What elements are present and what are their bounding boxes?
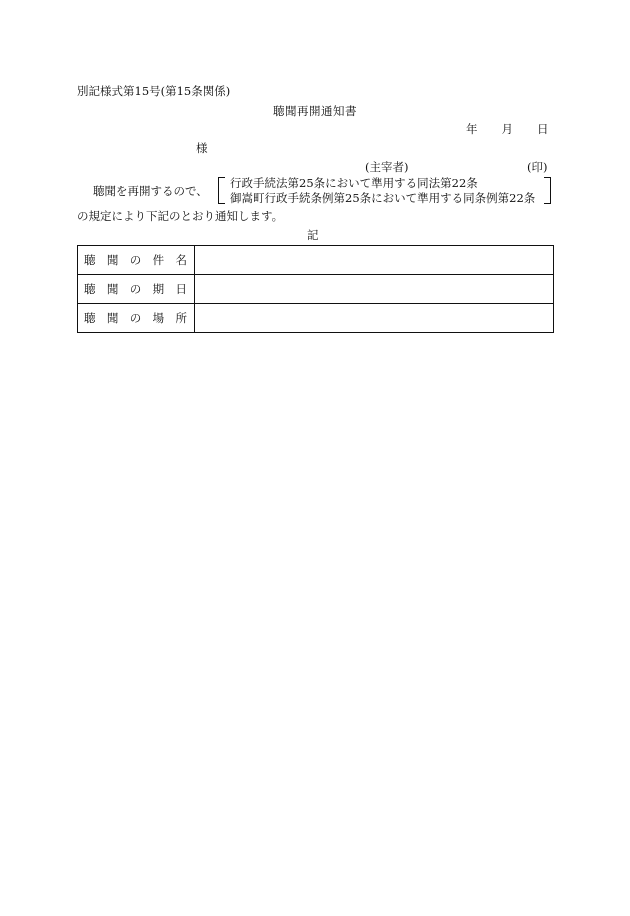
- label-char: 聴: [84, 253, 96, 267]
- label-char: 期: [152, 282, 165, 296]
- table-row: [78, 275, 554, 304]
- record-heading: 記: [307, 228, 319, 242]
- hearing-subject-value[interactable]: [195, 246, 554, 275]
- date-year-label: 年: [466, 122, 478, 136]
- label-char: 所: [175, 311, 187, 325]
- hearing-place-label: [78, 304, 195, 333]
- notice-tail-text: の規定により下記のとおり通知します。: [77, 209, 284, 223]
- date-line: [466, 124, 549, 136]
- hearing-subject-label: [78, 246, 195, 275]
- label-char: の: [129, 282, 142, 296]
- hearing-info-table: [77, 245, 554, 333]
- label-char: 場: [152, 311, 165, 325]
- document-title: 聴聞再開通知書: [273, 104, 357, 118]
- hearing-date-value[interactable]: [195, 275, 554, 304]
- label-char: 件: [152, 253, 165, 267]
- label-char: の: [129, 311, 142, 325]
- label-char: 名: [175, 253, 187, 267]
- open-bracket: [218, 177, 225, 204]
- law-option-ordinance: 御嵩町行政手続条例第25条において準用する同条例第22条: [230, 191, 536, 205]
- close-bracket: [544, 177, 551, 204]
- form-number: 別記様式第15号(第15条関係): [77, 84, 231, 98]
- label-char: 聴: [84, 311, 96, 325]
- addressee-suffix: 様: [196, 141, 208, 155]
- hearing-place-value[interactable]: [195, 304, 554, 333]
- label-char: 聴: [84, 282, 96, 296]
- table-row: [78, 246, 554, 275]
- notice-lead-text: 聴聞を再開するので、: [93, 184, 208, 198]
- label-char: の: [129, 253, 142, 267]
- law-option-statute: 行政手続法第25条において準用する同法第22条: [230, 176, 478, 190]
- date-month-label: 月: [501, 122, 513, 136]
- label-char: 聞: [106, 282, 119, 296]
- table-row: [78, 304, 554, 333]
- label-char: 聞: [106, 311, 119, 325]
- seal-label: (印): [527, 160, 548, 174]
- organizer-label: (主宰者): [365, 160, 409, 174]
- label-char: 日: [175, 282, 187, 296]
- hearing-date-label: [78, 275, 195, 304]
- label-char: 聞: [106, 253, 119, 267]
- date-day-label: 日: [537, 122, 549, 136]
